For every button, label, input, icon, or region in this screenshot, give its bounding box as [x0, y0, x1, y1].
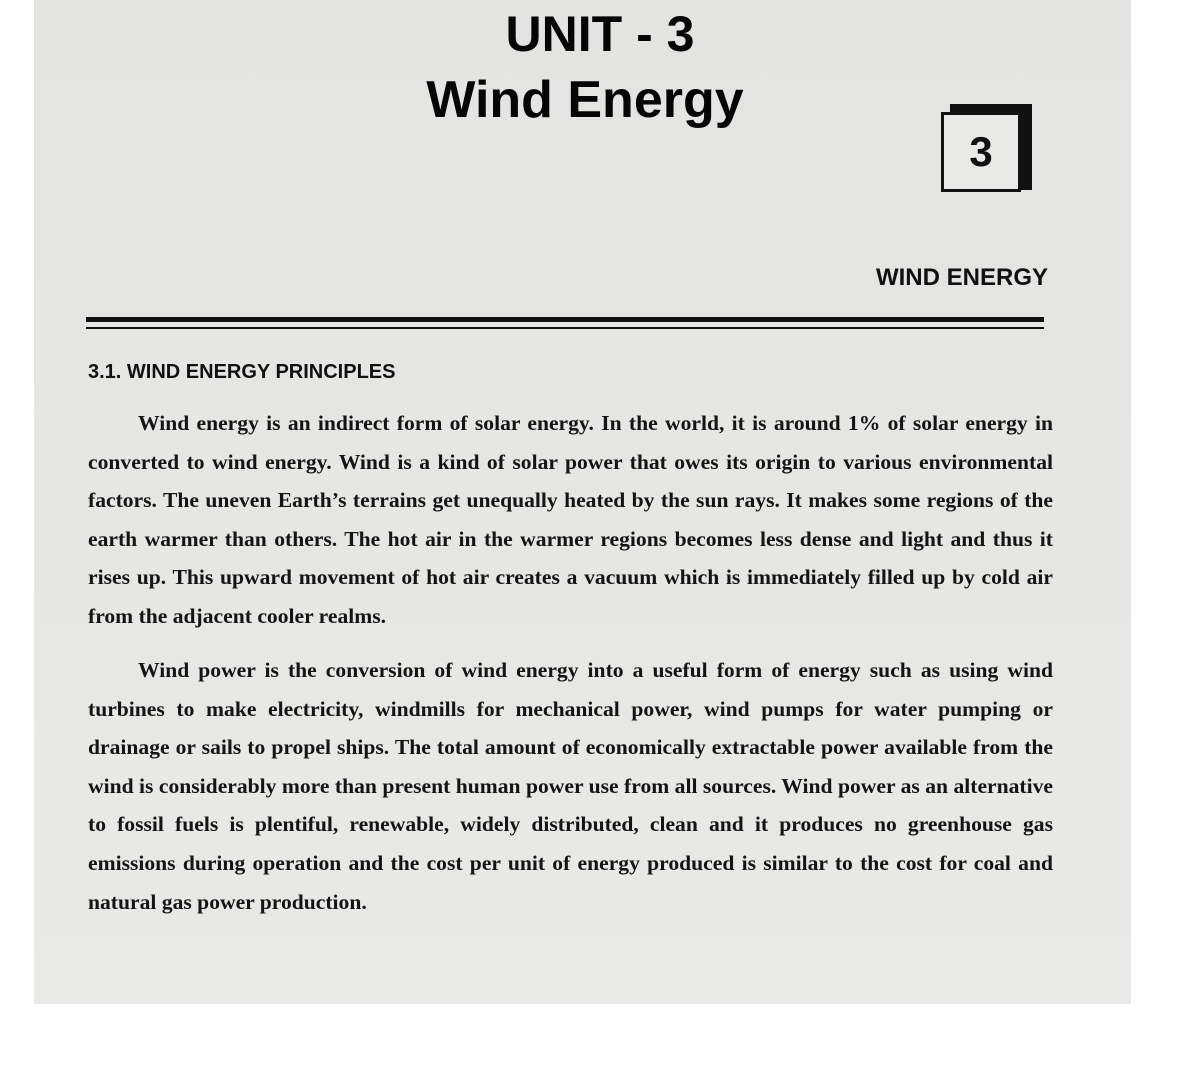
- unit-title: UNIT - 3: [505, 6, 695, 62]
- section-heading: 3.1. WIND ENERGY PRINCIPLES: [88, 361, 396, 383]
- chapter-number-box: 3: [941, 112, 1021, 192]
- header-rule-thin: [86, 327, 1044, 329]
- header-rule-thick: [86, 317, 1044, 322]
- unit-subtitle: Wind Energy: [426, 71, 744, 129]
- paragraph-2: Wind power is the conversion of wind energy into a useful form of energy such as using wind turbines to make electricity, windmills for mechanical power, wind pumps for water pumping or drainage or sails to propel ships. The total amount of economically extractable power available from the wind is considerably more than present human power use from all sources. Wind power as an alternative to fossil fuels is plentiful, renewable, widely distributed, clean and it produces no greenhouse gas emissions during operation and the cost per unit of energy produced is similar to the cost for coal and natural gas power production.: [88, 658, 1053, 914]
- paragraph-1: Wind energy is an indirect form of solar energy. In the world, it is around 1% of solar energy in converted to wind energy. Wind is a kind of solar power that owes its origin to various environmental factors. The uneven Earth’s terrains get unequally heated by the sun rays. It makes some regions of the earth warmer than others. The hot air in the warmer regions becomes less dense and light and thus it rises up. This upward movement of hot air creates a vacuum which is immediately filled up by cold air from the adjacent cooler realms.: [88, 411, 1053, 628]
- running-head: WIND ENERGY: [875, 264, 1048, 291]
